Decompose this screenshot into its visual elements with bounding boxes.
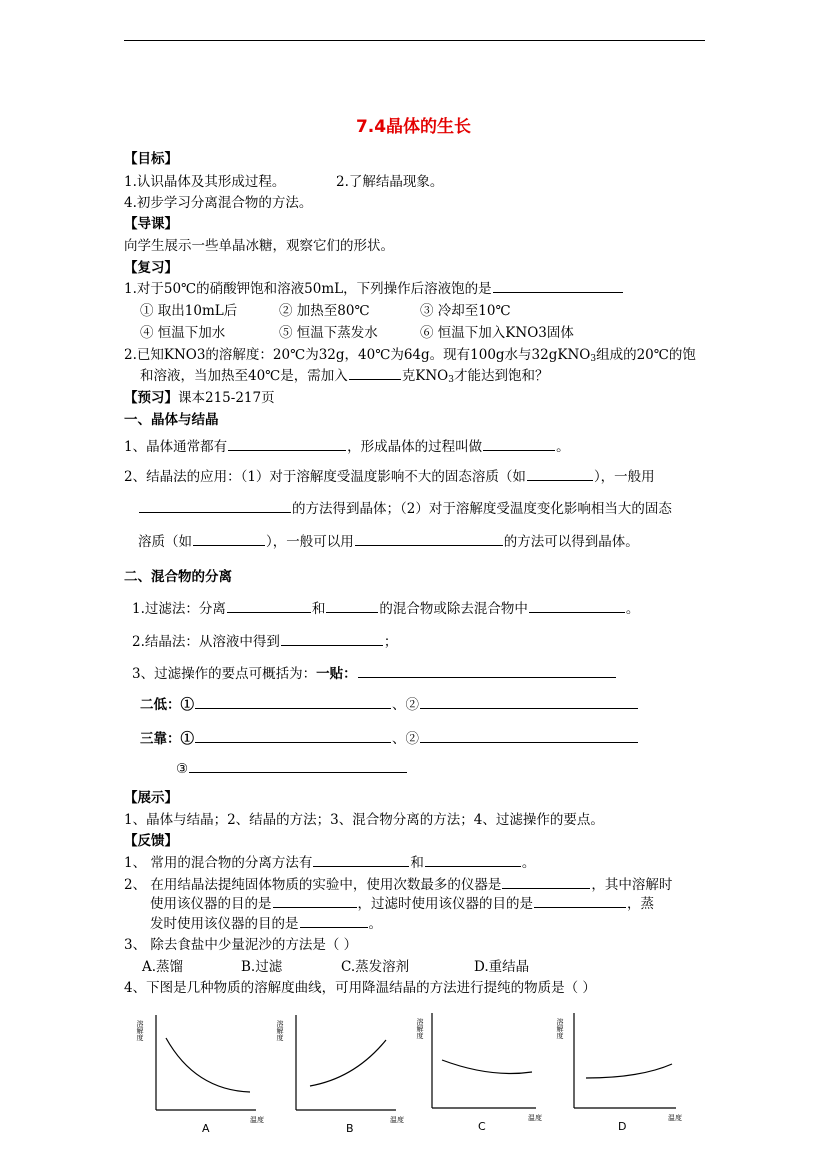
answer-blank[interactable]	[195, 730, 391, 743]
review-option-3: ③ 冷却至10℃	[420, 303, 511, 319]
text: 2、结晶法的应用：（1）对于溶解度受温度影响不大的固态溶质（如	[124, 469, 526, 485]
graph-label: C	[478, 1120, 486, 1133]
text: 的方法得到晶体；（2）对于溶解度受温度变化影响相当大的固态	[292, 501, 672, 517]
review-q1-text: 1.对于50℃的硝酸钾饱和溶液50mL，下列操作后溶液饱的是	[124, 281, 492, 297]
solubility-curve	[442, 1060, 532, 1074]
goals-heading: 【目标】	[124, 151, 178, 167]
answer-blank[interactable]	[281, 633, 383, 646]
text: 。	[521, 855, 536, 871]
answer-blank[interactable]	[358, 665, 616, 678]
preview-text: 课本215-217页	[178, 390, 275, 406]
review-heading: 【复习】	[124, 260, 178, 276]
section2-line6	[176, 760, 408, 777]
answer-blank[interactable]	[313, 854, 409, 867]
feedback-question-2-line3	[150, 912, 382, 932]
graph-label: A	[202, 1122, 210, 1135]
text: 1、 常用的混合物的分离方法有	[124, 855, 313, 871]
answer-blank[interactable]	[195, 696, 391, 709]
goal-item-4: 4.初步学习分离混合物的方法。	[124, 195, 313, 211]
answer-blank[interactable]	[527, 468, 593, 481]
text: 、②	[392, 731, 419, 747]
text: ，其中溶解时	[591, 877, 673, 893]
intro-heading: 【导课】	[124, 216, 178, 232]
goal-item-1: 1.认识晶体及其形成过程。	[124, 174, 286, 190]
answer-blank[interactable]	[326, 600, 378, 613]
review-q2b-mid: 克KNO	[401, 368, 449, 384]
answer-blank[interactable]	[502, 876, 590, 889]
graph-label: B	[346, 1122, 354, 1135]
text: ，形成晶体的过程叫做	[347, 439, 483, 455]
text: 和	[311, 601, 326, 617]
answer-blank[interactable]	[189, 760, 407, 773]
answer-blank[interactable]	[493, 280, 623, 293]
section2-heading: 二、混合物的分离	[124, 569, 232, 585]
x-axis-label: 温度	[528, 1114, 542, 1122]
text: 一贴：	[316, 666, 357, 682]
text: 三靠：①	[140, 731, 194, 747]
intro-text: 向学生展示一些单晶冰糖，观察它们的形状。	[124, 238, 394, 254]
text: 。	[625, 601, 640, 617]
text: 和	[410, 855, 424, 871]
text: ；	[383, 634, 398, 650]
solubility-curve	[310, 1040, 386, 1086]
text: 1、晶体通常都有	[124, 439, 228, 455]
display-heading: 【展示】	[124, 790, 178, 806]
y-axis-label: 溶解度	[556, 1018, 564, 1039]
text: 2、 在用结晶法提纯固体物质的实验中，使用次数最多的仪器是	[124, 877, 502, 893]
review-option-1: ① 取出10mL后	[140, 303, 238, 319]
text: ③	[176, 761, 189, 777]
subscript: 3	[590, 354, 597, 364]
answer-blank[interactable]	[355, 533, 503, 546]
answer-blank[interactable]	[349, 367, 401, 380]
feedback-question-1	[124, 851, 535, 871]
answer-blank[interactable]	[534, 895, 626, 908]
review-q2-text: 2.已知KNO3的溶解度：20℃为32g，40℃为64g。现有100g水与32gKNO	[124, 347, 591, 363]
section2-line1	[132, 597, 639, 617]
text: 。	[368, 916, 382, 932]
text: 。	[556, 439, 570, 455]
display-text: 1、晶体与结晶；2、结晶的方法；3、混合物分离的方法；4、过滤操作的要点。	[124, 812, 604, 828]
answer-blank[interactable]	[139, 500, 291, 513]
feedback-question-2-line1	[124, 873, 672, 893]
text: 2.结晶法：从溶液中得到	[132, 634, 280, 650]
section1-line1	[124, 435, 570, 455]
text: 、②	[392, 697, 419, 713]
answer-blank[interactable]	[420, 730, 638, 743]
section1-line2	[124, 465, 655, 485]
answer-blank[interactable]	[228, 438, 346, 451]
preview-line	[124, 386, 275, 406]
answer-blank[interactable]	[193, 533, 265, 546]
answer-blank[interactable]	[483, 438, 555, 451]
review-q2b-end: 才能达到饱和？	[453, 368, 549, 384]
text: 的方法可以得到晶体。	[503, 534, 639, 550]
header-rule	[124, 40, 705, 41]
text: ，过滤时使用该仪器的目的是	[357, 896, 533, 912]
choice-c[interactable]: C.蒸发溶剂	[341, 959, 410, 975]
choice-b[interactable]: B.过滤	[241, 959, 283, 975]
graph-label: D	[618, 1120, 627, 1133]
answer-blank[interactable]	[227, 600, 311, 613]
review-option-4: ④ 恒温下加水	[140, 325, 226, 341]
x-axis-label: 温度	[250, 1116, 264, 1124]
solubility-graph-c	[416, 1008, 550, 1137]
goal-item-2: 2.了解结晶现象。	[336, 174, 444, 190]
review-question-2-line2	[140, 364, 548, 385]
section1-line4	[138, 530, 639, 550]
review-option-6: ⑥ 恒温下加入KNO3固体	[420, 325, 574, 341]
section2-line5	[140, 727, 639, 747]
answer-blank[interactable]	[425, 854, 521, 867]
answer-blank[interactable]	[529, 600, 625, 613]
text: 使用该仪器的目的是	[150, 896, 272, 912]
solubility-curve	[586, 1064, 672, 1078]
x-axis-label: 温度	[668, 1114, 682, 1122]
choice-a[interactable]: A.蒸馏	[142, 959, 184, 975]
x-axis-label: 温度	[390, 1116, 404, 1124]
review-q2b-text: 和溶液，当加热至40℃是，需加入	[140, 368, 348, 384]
text: ），一般用	[593, 469, 655, 485]
feedback-question-3: 3、 除去食盐中少量泥沙的方法是（ ）	[124, 937, 358, 953]
text: 1.过滤法：分离	[132, 601, 226, 617]
review-question-1	[124, 277, 624, 297]
feedback-question-4: 4、下图是几种物质的溶解度曲线，可用降温结晶的方法进行提纯的物质是（ ）	[124, 980, 596, 996]
choice-d[interactable]: D.重结晶	[474, 959, 530, 975]
answer-blank[interactable]	[420, 696, 638, 709]
answer-blank[interactable]	[300, 915, 368, 928]
section1-line3	[138, 497, 672, 517]
section2-line2	[132, 630, 397, 650]
page-title: 7.4晶体的生长	[355, 117, 472, 137]
text: 的混合物或除去混合物中	[379, 601, 528, 617]
section2-line4	[140, 693, 639, 713]
text: ），一般可以用	[266, 534, 354, 550]
solubility-graph-a	[136, 1010, 270, 1139]
subscript: 3	[448, 375, 454, 385]
text: 溶质（如	[138, 534, 192, 550]
feedback-question-2-line2	[150, 892, 654, 912]
y-axis-label: 溶解度	[416, 1018, 424, 1039]
review-q2-text-end: 组成的20℃的饱	[596, 347, 696, 363]
review-option-2: ② 加热至80℃	[279, 303, 370, 319]
text: 二低：①	[140, 697, 194, 713]
y-axis-label: 溶解度	[276, 1020, 284, 1041]
review-option-5: ⑤ 恒温下蒸发水	[279, 325, 378, 341]
section1-heading: 一、晶体与结晶	[124, 412, 219, 428]
review-question-2-line1	[124, 343, 696, 364]
answer-blank[interactable]	[273, 895, 357, 908]
solubility-graph-d	[556, 1008, 690, 1137]
section2-line3	[132, 662, 617, 682]
preview-heading: 【预习】	[124, 390, 178, 406]
text: ，蒸	[627, 896, 654, 912]
feedback-heading: 【反馈】	[124, 833, 178, 849]
solubility-graph-b	[276, 1010, 410, 1139]
text: 发时使用该仪器的目的是	[150, 916, 299, 932]
solubility-curve	[166, 1038, 250, 1092]
y-axis-label: 溶解度	[136, 1020, 144, 1041]
text: 3、过滤操作的要点可概括为：	[132, 666, 317, 682]
